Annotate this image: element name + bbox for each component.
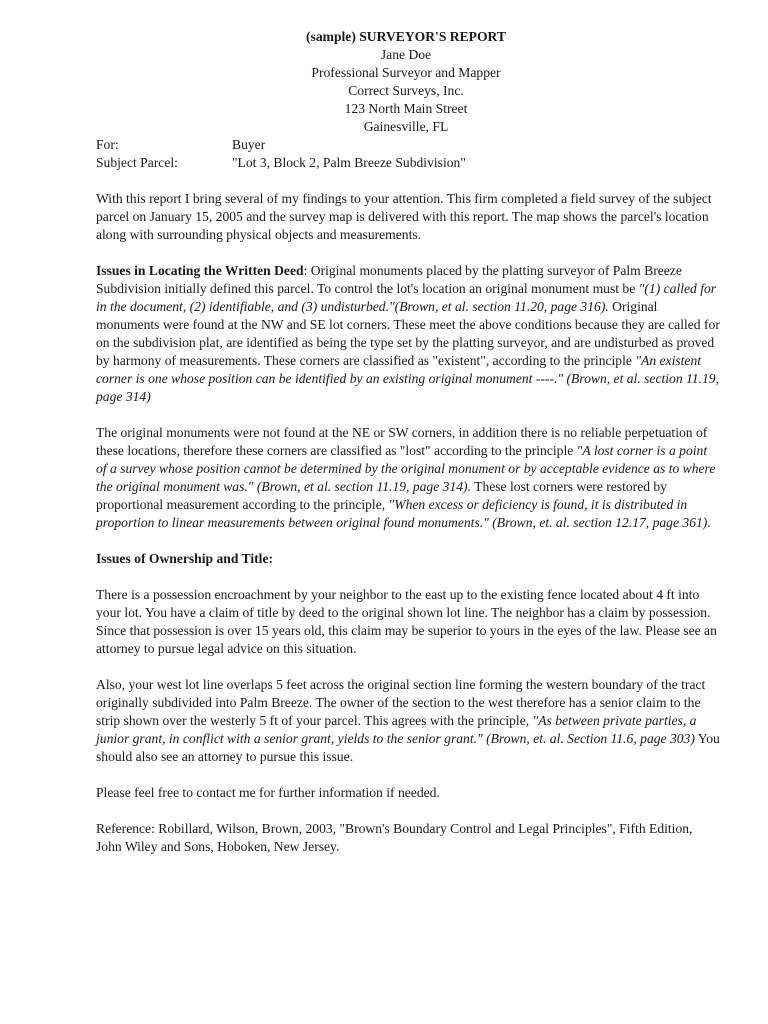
locating-text-2: Original monuments were found at the NW and SE lot corners. These meet the above conditions because they are called for on the subdivision plat, are identified as being the type set by the platting surveyor, and are undisturbed as proved by harmony of measurements. These corners are classified as "existent", according to the principle	[96, 299, 720, 368]
report-title: (sample) SURVEYOR'S REPORT	[306, 29, 506, 44]
lost-text-2: These lost corners were restored by proportional measurement according to the principle,	[96, 479, 668, 512]
subject-parcel-row	[96, 154, 720, 172]
west-line-text-1: Also, your west lot line overlaps 5 feet across the original section line forming the western boundary of the tract originally subdivided into Palm Breeze. The owner of the section to the west therefore has a senior claim to the strip shown over the westerly 5 ft of your parcel. This agrees with the principle	[96, 677, 706, 728]
report-header	[92, 28, 720, 136]
company-street: 123 North Main Street	[344, 101, 468, 116]
author-profession: Professional Surveyor and Mapper	[311, 65, 501, 80]
west-line-quote: , "As between private parties, a junior grant, in conflict with a senior grant, yields to the senior grant." (Brown, et. al. Section 11.6, page 303)	[96, 713, 697, 746]
locating-heading: Issues in Locating the Written Deed	[96, 263, 304, 278]
west-line-text-2: You should also see an attorney to pursue this issue.	[96, 731, 720, 764]
ownership-heading: Issues of Ownership and Title:	[96, 551, 274, 566]
subject-parcel-label: Subject Parcel:	[96, 155, 178, 170]
lost-quote-1: "A lost corner is a point of a survey whose position cannot be determined by the original monument or by acceptable evidence as to where the original monument was." (Brown, et al. section 11.19, page 314).	[96, 443, 716, 494]
lost-corners-paragraph	[96, 424, 720, 532]
company-city: Gainesville, FL	[363, 119, 449, 134]
author-name: Jane Doe	[380, 47, 432, 62]
locating-paragraph	[96, 262, 720, 406]
company-name: Correct Surveys, Inc.	[348, 83, 464, 98]
for-row	[96, 136, 720, 154]
for-label: For:	[96, 137, 119, 152]
reference-paragraph: Reference: Robillard, Wilson, Brown, 2003, "Brown's Boundary Control and Legal Principles", Fifth Edition, John Wiley and Sons, Hoboken, New Jersey.	[96, 821, 693, 854]
locating-text-1: Original monuments placed by the platting surveyor of Palm Breeze Subdivision initially defined this parcel. To control the lot's location an original monument must be	[96, 263, 682, 296]
report-meta	[96, 136, 720, 172]
lost-quote-2: "When excess or deficiency is found, it is distributed in proportion to linear measurements between original found monuments." (Brown, et. al. section 12.17, page 361).	[96, 497, 711, 530]
west-line-paragraph	[96, 676, 720, 766]
lost-text-1: The original monuments were not found at the NE or SW corners, in addition there is no reliable perpetuation of these locations, therefore these corners are classified as "lost" according to the principle	[96, 425, 708, 458]
locating-quote-1: "(1) called for in the document, (2) identifiable, and (3) undisturbed."(Brown, et al. section 11.20, page 316).	[96, 281, 717, 314]
intro-paragraph: With this report I bring several of my findings to your attention. This firm completed a field survey of the subject parcel on January 15, 2005 and the survey map is delivered with this report. The map shows the parcel's location along with surrounding physical objects and measurements.	[96, 191, 712, 242]
subject-parcel-value: "Lot 3, Block 2, Palm Breeze Subdivision"	[232, 155, 466, 170]
closing-paragraph: Please feel free to contact me for further information if needed.	[96, 785, 440, 800]
locating-colon: :	[303, 263, 311, 278]
encroachment-paragraph: There is a possession encroachment by your neighbor to the east up to the existing fence located about 4 ft into your lot. You have a claim of title by deed to the original shown lot line. The neighbor has a claim by possession. Since that possession is over 15 years old, this claim may be superior to yours in the eyes of the law. Please see an attorney to pursue legal advice on this situation.	[96, 587, 717, 656]
for-value: Buyer	[232, 137, 266, 152]
report-page	[96, 28, 720, 874]
locating-quote-2: "An existent corner is one whose position can be identified by an existing original monument ----." (Brown, et al. section 11.19, page 314)	[96, 353, 719, 404]
